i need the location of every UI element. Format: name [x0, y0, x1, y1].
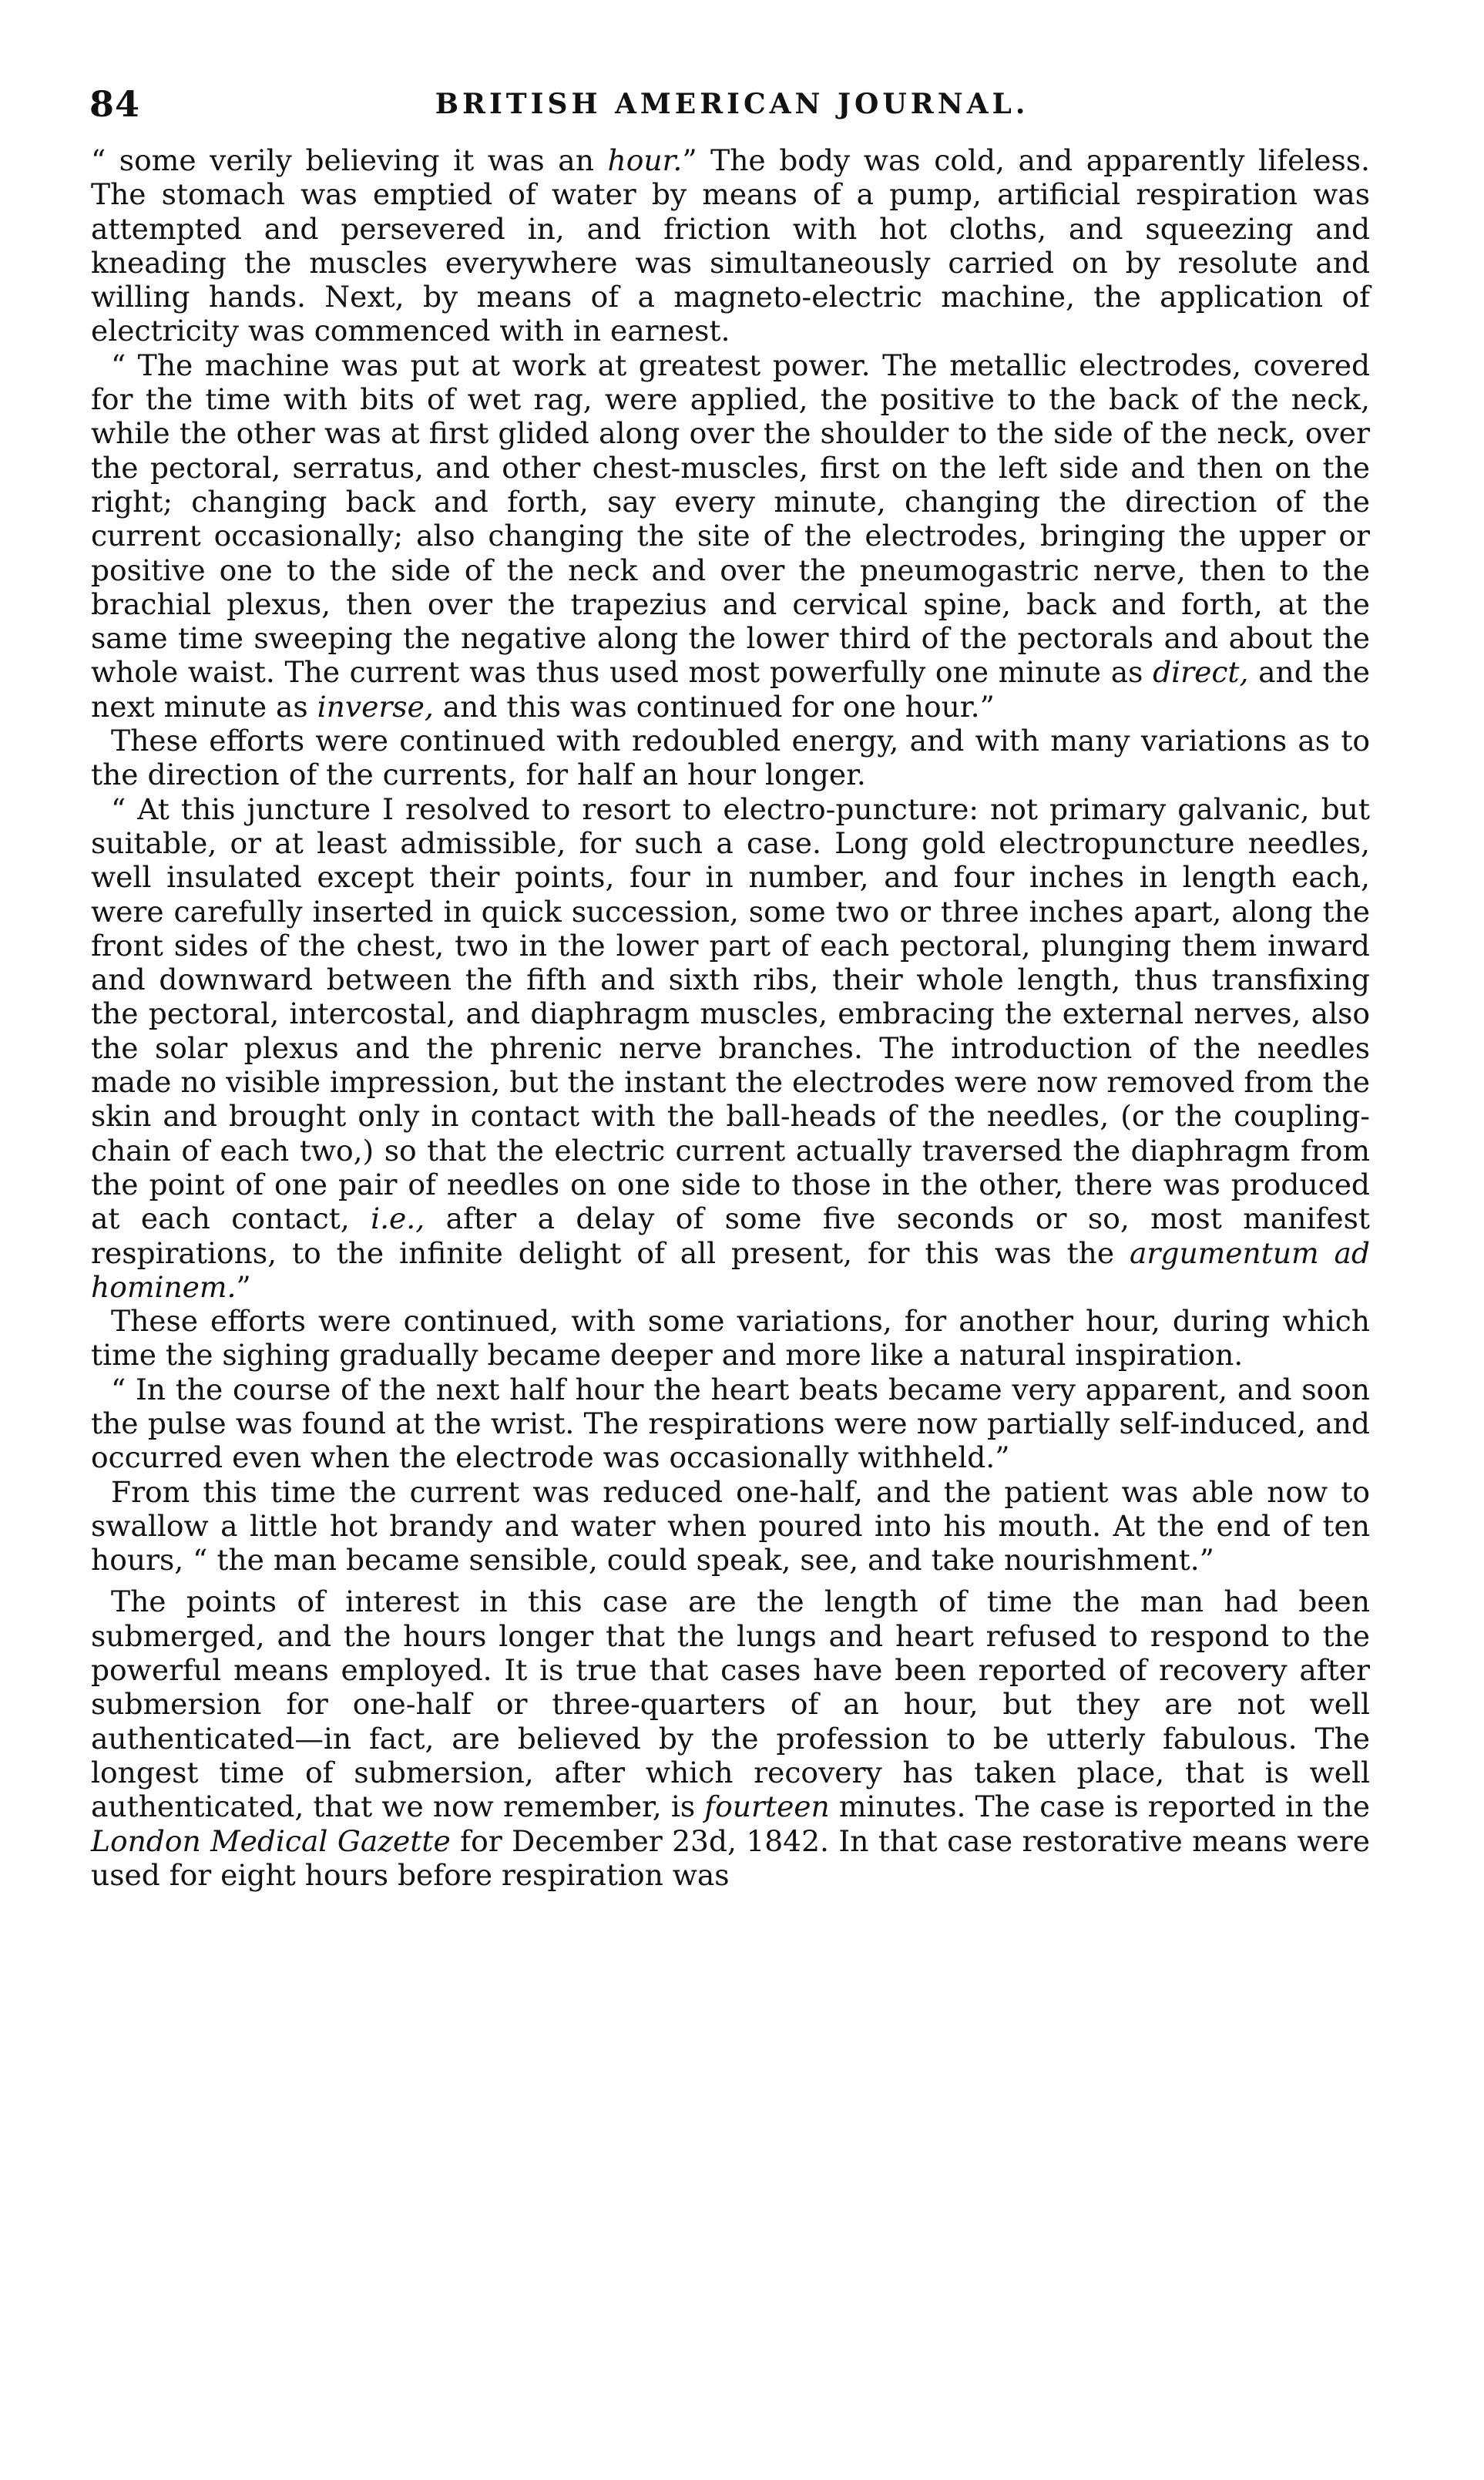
paragraph [91, 1373, 1370, 1475]
text-run: From this time the current was reduced one-half, and the patient was able now to swallow a little hot brandy and water when poured into his mouth. At the end of ten hours, “ the man became sensible, could speak, see, and take nourishment.” [91, 1474, 1370, 1578]
running-title: BRITISH AMERICAN JOURNAL. [435, 88, 1029, 120]
text-run: and the next minute as [91, 655, 1370, 724]
page-header [89, 83, 1375, 129]
italic-text-run: inverse, [317, 689, 434, 724]
italic-text-run: London Medical Gazette [91, 1823, 451, 1858]
text-run: These efforts were continued with redoubled energy, and with many variations as to the direction of the currents, for half an hour longer. [91, 724, 1370, 792]
italic-text-run: hour. [607, 143, 683, 177]
italic-text-run: direct, [1153, 655, 1249, 690]
text-run: after a delay of some five seconds or so, most manifest respirations, to the infinite delight of all present, for this was the [91, 1201, 1371, 1270]
article-body [91, 143, 1370, 1892]
text-run: and this was continued for one hour.” [433, 689, 995, 724]
italic-text-run: i.e., [371, 1201, 425, 1236]
text-run: “ In the course of the next half hour the heart beats became very apparent, and soon the pulse was found at the wrist. The respirations were now partially self-induced, and occurred even when the electrode was occasionally withheld.” [91, 1372, 1370, 1475]
paragraph [91, 1304, 1370, 1373]
text-run: “ At this juncture I resolved to resort to electro-puncture: not primary galvanic, but suitable, or at least admissible, for such a case. Long gold electropuncture needles, well insulated except their points, four in number, and four inches in length each, were carefully inserted in quick succession, some two or three inches apart, along the front sides of the chest, two in the lower part of each pectoral, plunging them inward and downward between the fifth and sixth ribs, their whole length, thus transfixing the pectoral, intercostal, and diaphragm muscles, embracing the external nerves, also the solar plexus and the phrenic nerve branches. The introduction of the needles made no visible impression, but the instant the electrodes were now removed from the skin and brought only in contact with the ball-heads of the needles, (or the coupling-chain of each two,) so that the electric current actually traversed the diaphragm from the point of one pair of needles on one side to those in the other, there was produced at each contact, [91, 791, 1370, 1236]
paragraph [91, 724, 1370, 792]
text-run: These efforts were continued, with some variations, for another hour, during which time the sighing gradually became deeper and more like a natural inspiration. [91, 1304, 1370, 1373]
text-run: ” The body was cold, and apparently lifeless. The stomach was emptied of water by means of a pump, artificial respiration was attempted and persevered in, and friction with hot cloths, and squeezing and kneading the muscles everywhere was simultaneously carried on by resolute and willing hands. Next, by means of a magneto-electric machine, the application of electricity was commenced with in earnest. [91, 143, 1370, 348]
paragraph [91, 1475, 1370, 1578]
paragraph [91, 1584, 1370, 1892]
paragraph [91, 143, 1370, 348]
text-run: minutes. The case is reported in the [829, 1789, 1370, 1824]
text-run: for December 23d, 1842. In that case restorative means were used for eight hours before respiration was [91, 1823, 1370, 1892]
text-run: “ The machine was put at work at greatest power. The metallic electrodes, covered for the time with bits of wet rag, were applied, the positive to the back of the neck, while the other was at first glided along over the shoulder to the side of the neck, over the pectoral, serratus, and other chest-muscles, first on the left side and then on the right; changing back and forth, say every minute, changing the direction of the current occasionally; also changing the site of the electrodes, bringing the upper or positive one to the side of the neck and over the pneumogastric nerve, then to the brachial plexus, then over the trapezius and cervical spine, back and forth, at the same time sweeping the negative along the lower third of the pectorals and about the whole waist. The current was thus used most powerfully one minute as [91, 348, 1370, 690]
text-run: “ some verily believing it was an [91, 143, 608, 177]
paragraph [91, 348, 1370, 724]
page-number: 84 [89, 83, 141, 125]
text-run: The points of interest in this case are the length of time the man had been submerged, and the hours longer that the lungs and heart refused to respond to the powerful means employed. It is true that cases have been reported of recovery after submersion for one-half or three-quarters of an hour, but they are not well authenticated—in fact, are believed by the profession to be utterly fabulous. The longest time of submersion, after which recovery has taken place, that is well authenticated, that we now remember, is [91, 1584, 1370, 1824]
italic-text-run: fourteen [704, 1789, 830, 1824]
text-run: ” [236, 1269, 251, 1304]
paragraph [91, 792, 1370, 1304]
italic-text-run: argumentum ad hominem. [91, 1235, 1370, 1304]
